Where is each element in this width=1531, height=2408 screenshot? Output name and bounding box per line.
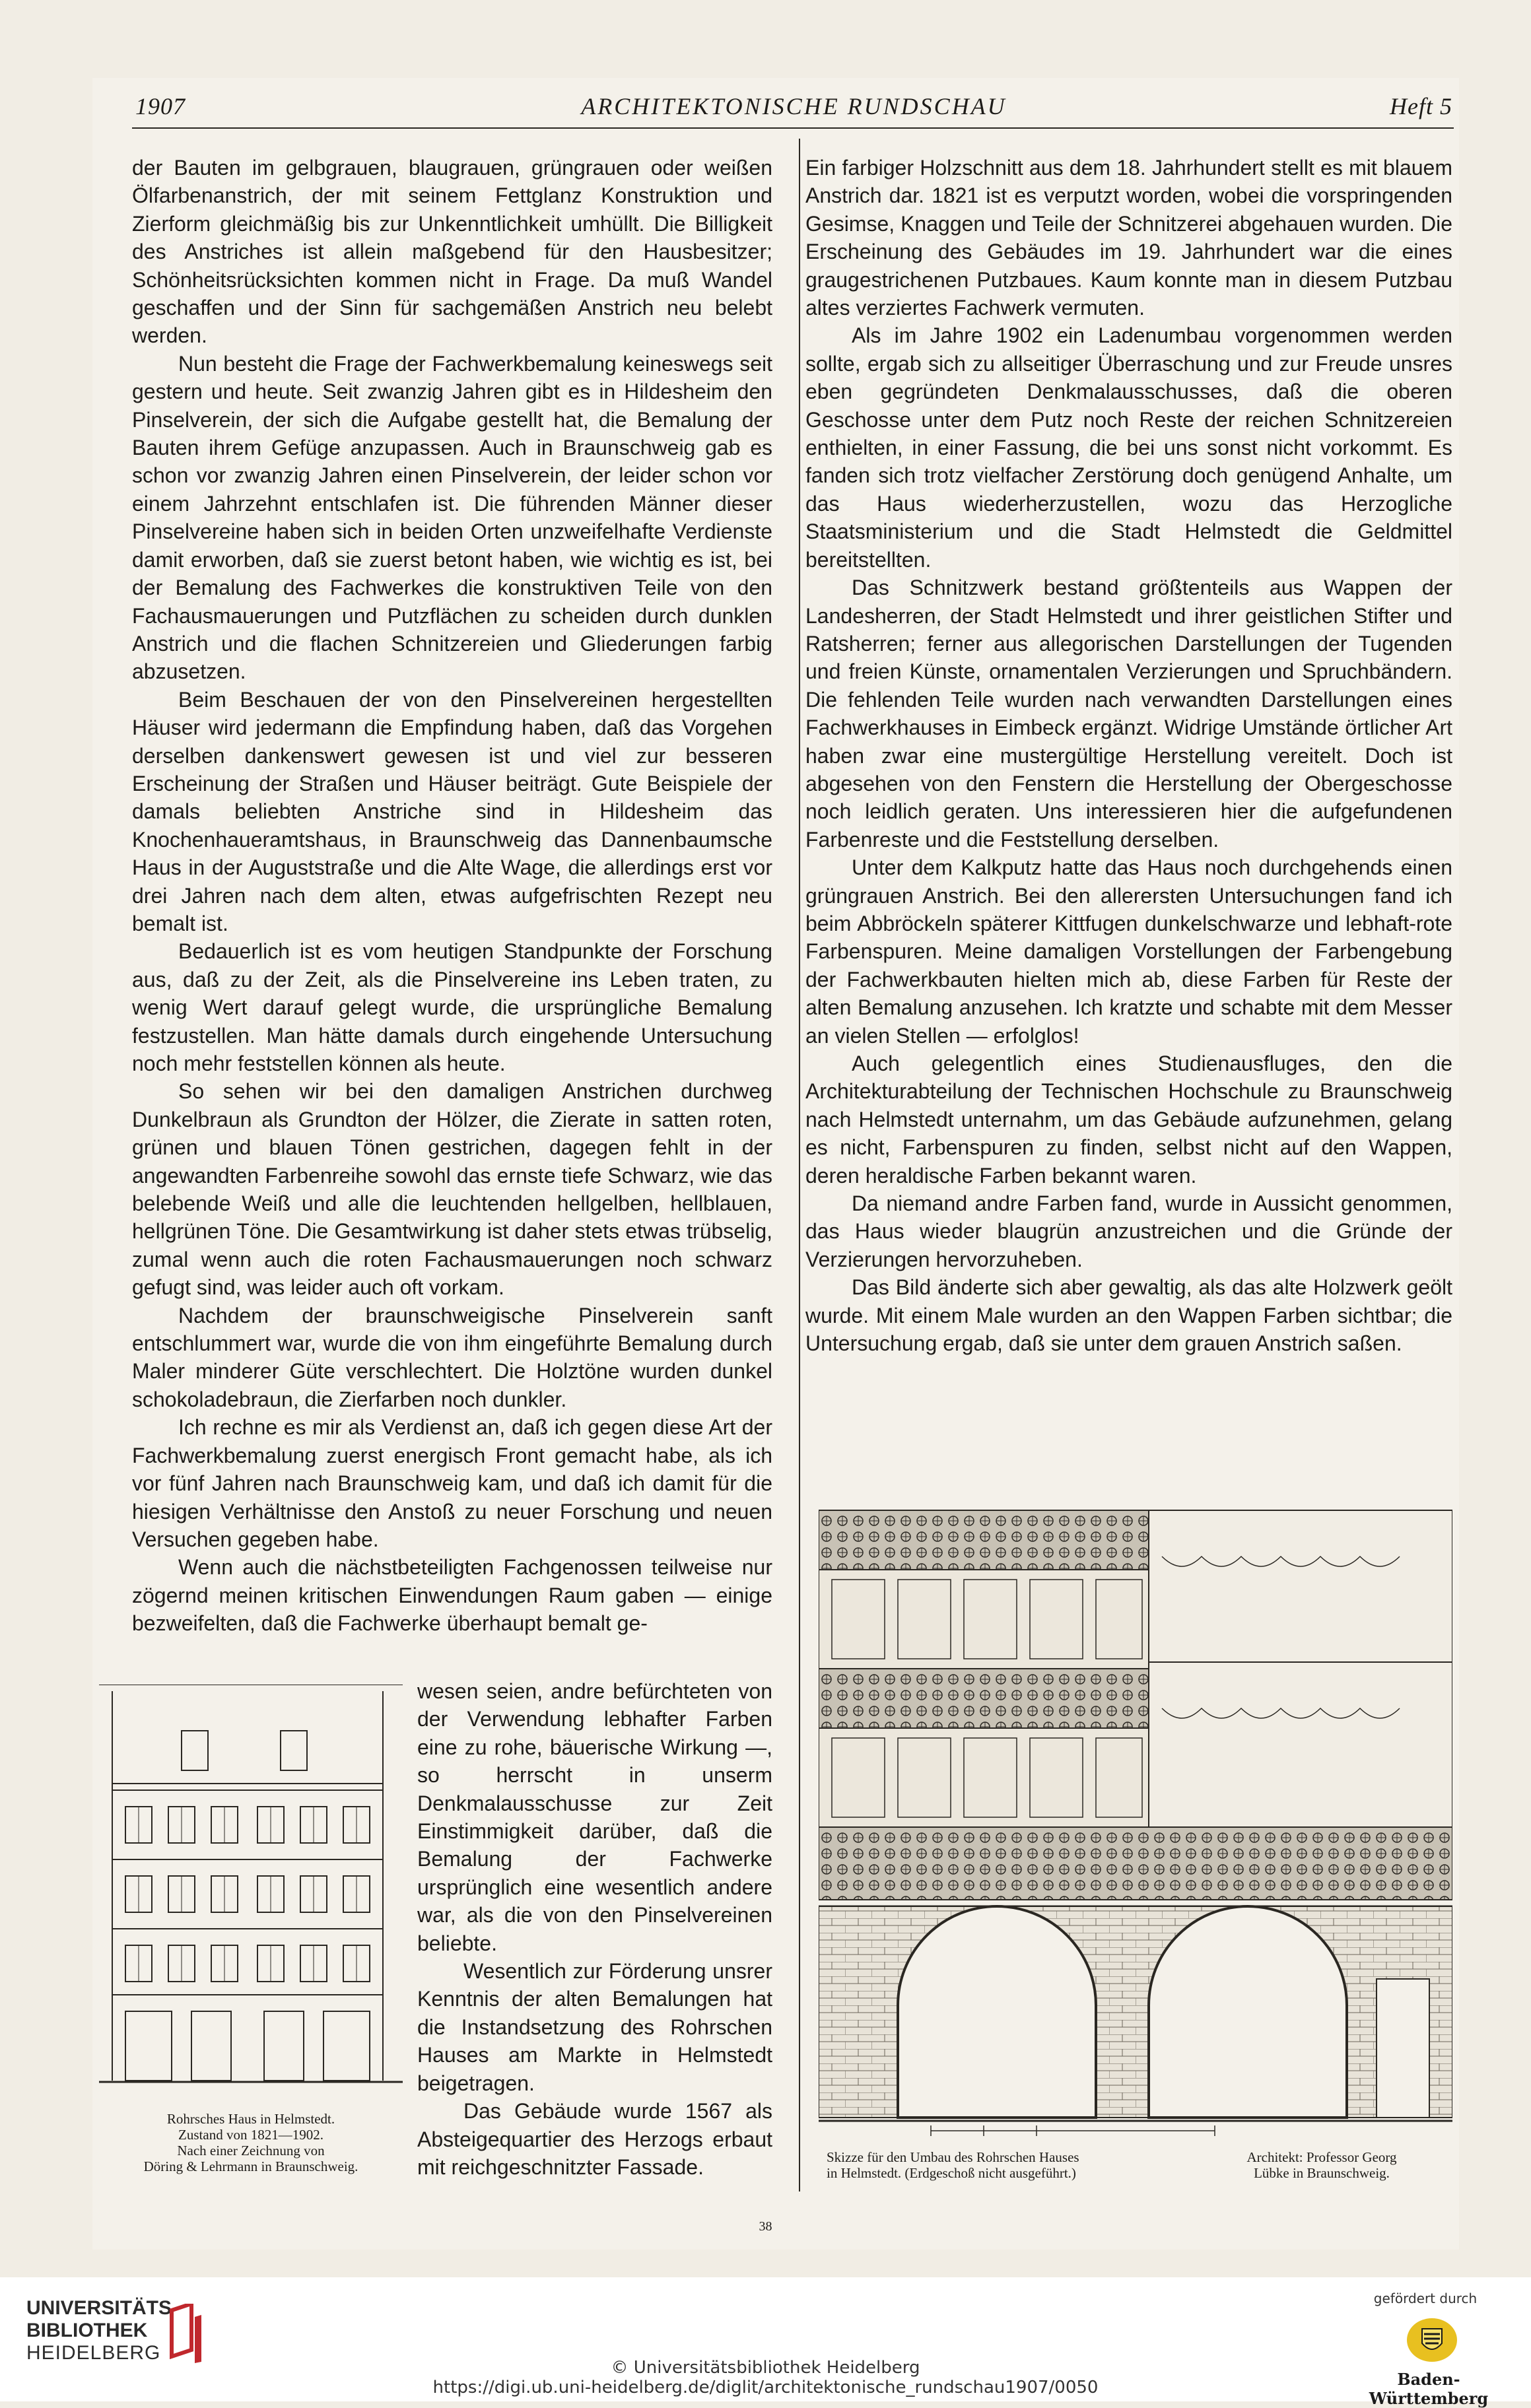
paragraph: Nachdem der braunschweigische Pinselverein sanft entschlummert war, wurde die von ihm eingeführte Bemalung durch Maler minderer Güte verschlechtert. Die Holztöne wurden dunkel schokoladebraun, die Zierfarben noch dunkler. (132, 1303, 772, 1411)
caption-line: Zustand von 1821—1902. (178, 2127, 323, 2143)
caption-line: Nach einer Zeichnung von (177, 2143, 325, 2158)
paragraph: Bedauerlich ist es vom heutigen Standpunkte der Forschung aus, daß zu der Zeit, als die Pinselvereine ins Leben traten, zu wenig Wert darauf gelegt wurde, die ursprüngliche Bemalung festzustellen. Man hätte damals durch eingehende Untersuchung noch mehr feststellen können als heute. (132, 939, 772, 1075)
paragraph: Unter dem Kalkputz hatte das Haus noch durchgehends einen grüngrauen Anstrich. Bei den allerersten Untersuchungen fand ich beim Abbröckeln späterer Kittfugen dunkelschwarze und lebhaft-rote Farbenspuren. Meine damaligen Vorstellungen der Farbengebung der Fachwerkbauten hielten mich ab, diese Farben für Reste der alten Bemalung anzusehen. Ich kratzte und schabte mit dem Messer an vielen Stellen — erfolglos! (805, 855, 1452, 1048)
column-divider (799, 139, 800, 2191)
library-name-line3: HEIDELBERG (26, 2342, 161, 2364)
caption-line: Döring & Lehrmann in Braunschweig. (143, 2158, 358, 2174)
paragraph: der Bauten im gelbgrauen, blaugrauen, grüngrauen oder weißen Ölfarbenanstrich, der mit seinem Fettglanz Konstruktion und Zierform gleichmäßig bis zur Unkenntlichkeit umhüllt. Die Billigkeit des Anstriches ist allein maßgebend für den Hausbesitzer; Schönheitsrücksichten kommen nicht in Frage. Da muß Wandel geschaffen und der Sinn für sachgemäßen Anstrich neu belebt werden. (132, 156, 772, 348)
caption-line: in Helmstedt. (Erdgeschoß nicht ausgeführt.) (827, 2165, 1076, 2181)
paragraph: Nun besteht die Frage der Fachwerkbemalung keineswegs seit gestern und heute. Seit zwanzig Jahren gibt es in Hildesheim den Pinselverein, der sich die Aufgabe gestellt hat, die Bemalung der Bauten ihrem Gefüge anzupassen. Auch in Braunschweig gab es schon vor zwanzig Jahren einen Pinselverein, der leider schon vor einem Jahrzehnt entschlafen ist. Die führenden Männer dieser Pinselvereine haben sich in beiden Orten unzweifelhafte Verdienste damit erworben, daß sie zuerst betont haben, wie wichtig es ist, bei der Bemalung des Fachwerkes die konstruktiven Teile von den Fachausmauerungen und Putzflächen zu scheiden durch dunklen Anstrich und die flachen Schnitzereien und Gliederungen farbig abzusetzen. (132, 351, 772, 684)
copyright-notice: © Universitätsbibliothek Heidelberg (611, 2358, 920, 2378)
right-figure-caption (827, 2149, 1170, 2181)
paragraph: Ein farbiger Holzschnitt aus dem 18. Jahrhundert stellt es mit blauem Anstrich dar. 1821 ist es verputzt worden, wobei die vorspringenden Gesimse, Knaggen und Teile der Schnitzerei abgehauen wurden. Die Erscheinung des Gebäudes im 19. Jahrhundert war die eines graugestrichenen Putzbaues. Kaum konnte man in diesem Putzbau altes verziertes Fachwerk vermuten. (805, 156, 1452, 320)
caption-line: Rohrsches Haus in Helmstedt. (166, 2111, 335, 2127)
header-issue: Heft 5 (1390, 93, 1452, 119)
caption-line: Architekt: Professor Georg (1246, 2149, 1397, 2165)
left-figure-caption (99, 2111, 403, 2174)
paragraph: Das Gebäude wurde 1567 als Absteigequartier des Herzogs erbaut mit reichgeschnitzter Fassade. (417, 2099, 772, 2179)
funded-by-label: gefördert durch (1373, 2291, 1478, 2306)
paragraph: Da niemand andre Farben fand, wurde in Aussicht genommen, das Haus wieder blaugrün anzustreichen und die Gründe der Verzierungen hervorzuheben. (805, 1191, 1452, 1271)
paragraph: Das Bild änderte sich aber gewaltig, als das alte Holzwerk geölt wurde. Mit einem Male wurden an den Wappen Farben sichtbar; die Untersuchung ergab, daß sie unter dem grauen Anstrich saßen. (805, 1275, 1452, 1356)
paragraph: Ich rechne es mir als Verdienst an, daß ich gegen diese Art der Fachwerkbemalung zuerst energisch Front gemacht habe, als ich vor fünf Jahren nach Braunschweig kam, und daß ich damit für die hiesigen Verhältnisse den Anstoß zu neuer Forschung und neuen Versuchen gegeben habe. (132, 1415, 772, 1551)
page-number: 38 (759, 2219, 772, 2234)
funder-name: Baden-Württemberg (1369, 2370, 1489, 2408)
header-year: 1907 (135, 93, 186, 119)
facade-sketch-drawing (819, 1497, 1452, 2137)
paragraph: Als im Jahre 1902 ein Ladenumbau vorgenommen werden sollte, ergab sich zu allseitiger Überraschung und zur Freude unsres eben gegründeten Denkmalausschusses, daß die oberen Geschosse unter dem Putz noch Reste der reichen Schnitzereien enthielten, in einer Fassung, die bei uns sonst nicht vorkommt. Es fanden sich trotz vielfacher Zerstörung doch genügend Anhalte, um das Haus wiederherzustellen, wozu das Herzogliche Staatsministerium und die Stadt Helmstedt die Geldmittel bereitstellten. (805, 323, 1452, 572)
paragraph: wesen seien, andre befürchteten von der Verwendung lebhafter Farben eine zu rohe, bäuerische Wirkung —, so herrscht in unserm Denkmalausschusse zur Zeit Einstimmigkeit darüber, daß die Bemalung der Fachwerke ursprünglich eine wesentlich andere war, als die von den Pinselvereinen beliebte. (417, 1679, 772, 1955)
left-column-lower (417, 1677, 772, 2181)
paragraph: Beim Beschauen der von den Pinselvereinen hergestellten Häuser wird jedermann die Empfindung haben, daß das Vorgehen derselben dankenswert gewesen ist und viel zur besseren Erscheinung der Straßen und Häuser beiträgt. Gute Beispiele der damals beliebten Anstriche sind in Hildesheim das Knochenhaueramtshaus, in Braunschweig das Dannenbaumsche Haus in der Auguststraße und die Alte Wage, die allerdings erst vor drei Jahren nach dem alten, etwas aufgefrischten Rezept neu bemalt ist. (132, 687, 772, 935)
paragraph: So sehen wir bei den damaligen Anstrichen durchweg Dunkelbraun als Grundton der Hölzer, die Zierate in satten roten, grünen und blauen Tönen gestrichen, dagegen fehlt in der angewandten Farbenreihe sowohl das ernste tiefe Schwarz, wie das belebende Weiß und alle die leuchtenden hellgelben, hellblauen, hellgrünen Töne. Die Gesamtwirkung ist daher stets etwas trübselig, zumal wenn auch die roten Fachausmauerungen noch schwarz gefugt sind, was leider auch oft vorkam. (132, 1079, 772, 1300)
running-header (135, 92, 1452, 127)
library-name-line2: BIBLIOTHEK (26, 2320, 148, 2341)
right-column (805, 154, 1452, 1357)
header-title: ARCHITEKTONISCHE RUNDSCHAU (581, 93, 1007, 119)
paragraph: Das Schnitzwerk bestand größtenteils aus Wappen der Landesherren, der Stadt Helmstedt und ihrer geistlichen Stifter und Ratsherren; ferner aus allegorischen Darstellungen der Tugenden und freien Künste, ornamentalen Verzierungen und Spruchbändern. Die fehlenden Teile wurden nach verwandten Darstellungen eines Fachwerkhauses in Eimbeck ergänzt. Widrige Umstände örtlicher Art haben zwar eine mustergültige Herstellung vereitelt. Doch ist abgesehen von den Fenstern die Herstellung der Obergeschosse noch leidlich geraten. Uns interessieren hier die aufgefundenen Farbenreste und die Feststellung derselben. (805, 576, 1452, 852)
library-name-line1: UNIVERSITÄTS- (26, 2297, 179, 2319)
caption-line: Skizze für den Umbau des Rohrschen Hauses (827, 2149, 1079, 2165)
header-rule (132, 127, 1454, 129)
rohrsches-haus-drawing (99, 1685, 403, 2107)
paragraph: Wenn auch die nächstbeteiligten Fachgenossen teilweise nur zögernd meinen kritischen Einwendungen Raum gaben — einige bezweifelten, daß die Fachwerke überhaupt bemalt ge- (132, 1555, 772, 1636)
library-logo-icon (165, 2304, 205, 2363)
architect-credit (1203, 2149, 1441, 2181)
footer-bar (0, 2277, 1531, 2408)
state-coat-of-arms-icon (1406, 2317, 1458, 2363)
paragraph: Auch gelegentlich eines Studienausfluges, den die Architekturabteilung der Technischen Hochschule zu Braunschweig nach Helmstedt unternahm, um das Gebäude aufzunehmen, gelang es nicht, Farbenspuren zu finden, selbst nicht auf den Wappen, deren heraldische Farben bekannt waren. (805, 1052, 1452, 1187)
caption-line: Lübke in Braunschweig. (1254, 2165, 1390, 2181)
left-column (132, 154, 772, 1638)
paragraph: Wesentlich zur Förderung unsrer Kenntnis der alten Bemalungen hat die Instandsetzung des Rohrschen Hauses am Markte in Helmstedt beigetragen. (417, 1959, 772, 2095)
source-url-link[interactable]: https://digi.ub.uni-heidelberg.de/diglit/architektonische_rundschau1907/0050 (432, 2378, 1099, 2397)
